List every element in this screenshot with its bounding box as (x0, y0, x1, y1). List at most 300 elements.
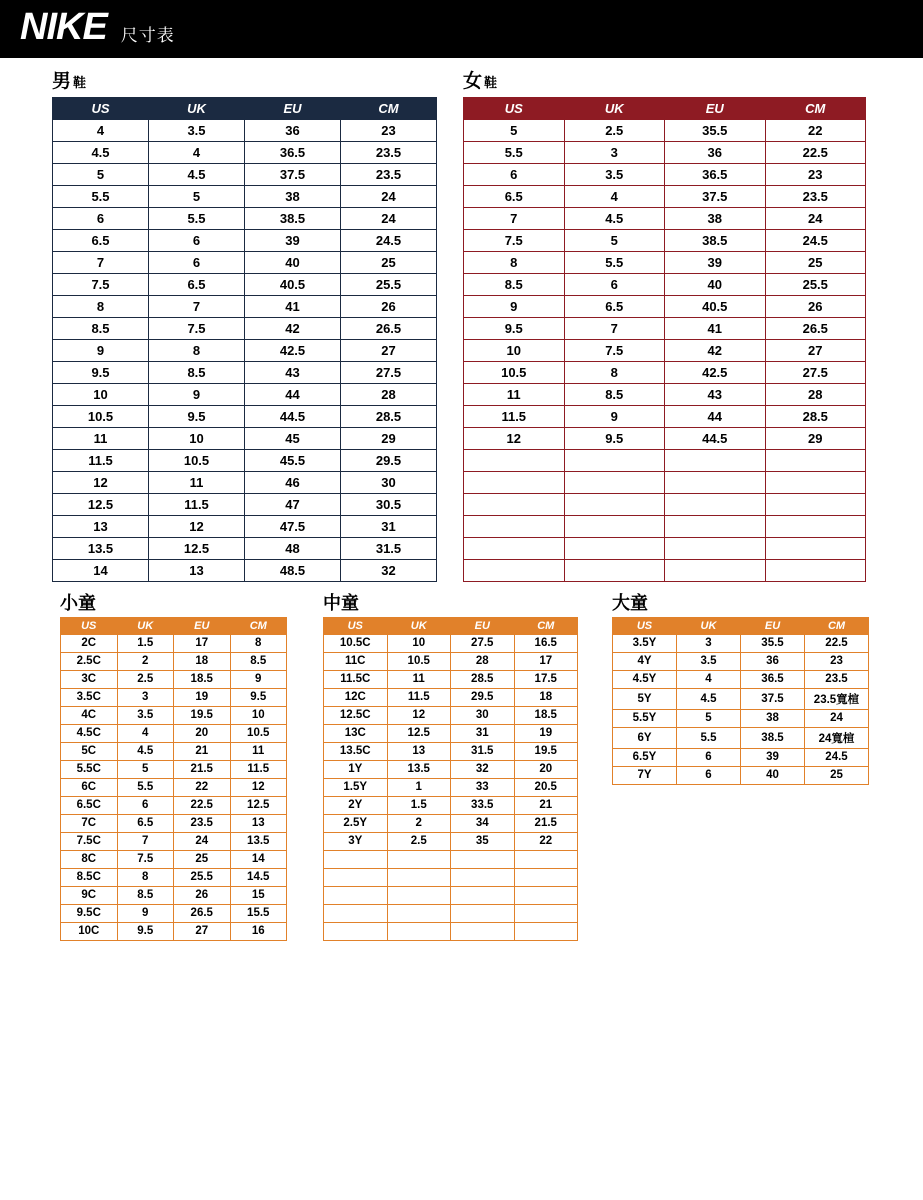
table-cell: 18 (514, 688, 578, 706)
table-cell: 5 (677, 709, 741, 727)
table-cell: 12.5 (230, 796, 287, 814)
table-cell: 3C (61, 670, 118, 688)
column-header-cm: CM (230, 617, 287, 634)
table-cell: 24 (805, 709, 869, 727)
table-cell: 3.5 (117, 706, 174, 724)
table-cell: 6 (564, 273, 665, 295)
table-row (53, 185, 437, 207)
table-cell: 4.5 (149, 163, 245, 185)
table-cell: 28.5 (765, 405, 866, 427)
table-cell: 8 (564, 361, 665, 383)
table-cell: 24 (341, 185, 437, 207)
table-row (61, 850, 287, 868)
table-cell: 46 (245, 471, 341, 493)
table-row (324, 886, 578, 904)
table-cell: 44.5 (245, 405, 341, 427)
womens-size-section (451, 72, 866, 582)
table-cell: 36.5 (665, 163, 766, 185)
table-cell: 27 (174, 922, 231, 940)
table-row (61, 868, 287, 886)
table-cell: 30.5 (341, 493, 437, 515)
table-cell: 43 (245, 361, 341, 383)
table-cell: 42 (665, 339, 766, 361)
kids-tables-row (0, 582, 923, 941)
table-cell: 24 (341, 207, 437, 229)
table-cell: 19.5 (174, 706, 231, 724)
table-cell: 7Y (613, 766, 677, 784)
table-cell (564, 493, 665, 515)
table-cell: 37.5 (741, 688, 805, 709)
table-row (464, 493, 866, 515)
table-cell: 13 (149, 559, 245, 581)
table-row (464, 317, 866, 339)
table-cell: 12 (149, 515, 245, 537)
mid-kids-size-table (323, 617, 578, 941)
table-row (464, 251, 866, 273)
table-cell: 3.5 (564, 163, 665, 185)
table-cell (514, 850, 578, 868)
table-row (53, 405, 437, 427)
table-cell (464, 515, 565, 537)
table-cell: 7.5 (117, 850, 174, 868)
table-row (61, 904, 287, 922)
table-row (61, 742, 287, 760)
table-row (324, 688, 578, 706)
table-cell: 23.5 (805, 670, 869, 688)
table-cell: 5C (61, 742, 118, 760)
table-cell: 38.5 (665, 229, 766, 251)
table-cell: 27.5 (341, 361, 437, 383)
table-row (464, 471, 866, 493)
table-cell: 30 (341, 471, 437, 493)
table-row (61, 832, 287, 850)
mens-title-sub: 鞋 (73, 75, 87, 90)
table-cell: 10 (464, 339, 565, 361)
table-cell: 4C (61, 706, 118, 724)
table-row (464, 427, 866, 449)
table-cell: 4.5 (564, 207, 665, 229)
table-row (464, 405, 866, 427)
table-cell: 6 (677, 748, 741, 766)
table-cell (387, 868, 451, 886)
table-cell: 9.5 (117, 922, 174, 940)
table-cell: 47.5 (245, 515, 341, 537)
table-row (53, 427, 437, 449)
big-kids-size-section (604, 594, 869, 941)
table-row (324, 778, 578, 796)
table-cell: 9 (149, 383, 245, 405)
table-cell: 44.5 (665, 427, 766, 449)
table-cell: 13 (53, 515, 149, 537)
table-cell: 1.5Y (324, 778, 388, 796)
table-cell: 3 (564, 141, 665, 163)
table-cell: 29 (765, 427, 866, 449)
column-header-us: US (61, 617, 118, 634)
column-header-uk: UK (117, 617, 174, 634)
table-cell: 11.5 (53, 449, 149, 471)
table-cell: 42.5 (665, 361, 766, 383)
table-cell: 6.5 (53, 229, 149, 251)
table-cell: 2Y (324, 796, 388, 814)
table-row (53, 361, 437, 383)
column-header-cm: CM (765, 97, 866, 119)
table-cell: 4 (117, 724, 174, 742)
table-cell: 28 (341, 383, 437, 405)
table-cell: 3.5Y (613, 634, 677, 652)
table-cell: 9 (117, 904, 174, 922)
table-cell: 11 (464, 383, 565, 405)
table-cell: 27.5 (451, 634, 515, 652)
table-row (53, 251, 437, 273)
big-kids-size-table (612, 617, 869, 785)
table-cell: 33.5 (451, 796, 515, 814)
table-cell: 41 (665, 317, 766, 339)
table-cell: 48 (245, 537, 341, 559)
table-row (613, 709, 869, 727)
table-cell: 5.5 (149, 207, 245, 229)
table-cell: 27 (341, 339, 437, 361)
table-cell: 36 (741, 652, 805, 670)
table-cell: 7 (149, 295, 245, 317)
table-cell: 8 (230, 634, 287, 652)
table-cell: 10.5 (387, 652, 451, 670)
table-cell: 29.5 (451, 688, 515, 706)
table-cell (464, 449, 565, 471)
table-cell: 11.5 (464, 405, 565, 427)
table-row (53, 493, 437, 515)
table-cell: 6 (53, 207, 149, 229)
table-row (324, 724, 578, 742)
table-cell: 26.5 (341, 317, 437, 339)
table-cell: 9.5 (564, 427, 665, 449)
table-cell: 11.5 (230, 760, 287, 778)
table-cell: 10 (149, 427, 245, 449)
table-cell (765, 471, 866, 493)
table-cell: 5.5 (117, 778, 174, 796)
table-cell: 4.5 (53, 141, 149, 163)
table-cell: 11.5C (324, 670, 388, 688)
table-cell: 5 (117, 760, 174, 778)
table-cell: 13 (230, 814, 287, 832)
table-cell: 8 (464, 251, 565, 273)
table-cell: 2 (387, 814, 451, 832)
table-row (324, 850, 578, 868)
table-cell: 6 (149, 251, 245, 273)
table-cell: 2 (117, 652, 174, 670)
table-row (61, 922, 287, 940)
table-cell: 17.5 (514, 670, 578, 688)
table-cell: 12.5 (387, 724, 451, 742)
table-cell: 4.5Y (613, 670, 677, 688)
table-row (464, 537, 866, 559)
table-cell (665, 471, 766, 493)
column-header-eu: EU (451, 617, 515, 634)
table-cell: 6.5C (61, 796, 118, 814)
table-cell: 17 (174, 634, 231, 652)
table-cell: 12 (387, 706, 451, 724)
table-cell: 7 (53, 251, 149, 273)
table-row (324, 760, 578, 778)
table-cell: 7.5 (464, 229, 565, 251)
table-cell: 1.5 (117, 634, 174, 652)
table-cell: 9 (53, 339, 149, 361)
table-cell: 8C (61, 850, 118, 868)
table-cell: 36 (665, 141, 766, 163)
table-cell: 40 (665, 273, 766, 295)
table-row (324, 922, 578, 940)
table-cell: 24 (765, 207, 866, 229)
table-row (324, 868, 578, 886)
table-cell: 8 (149, 339, 245, 361)
table-cell: 40 (741, 766, 805, 784)
table-cell (765, 559, 866, 581)
table-cell (464, 493, 565, 515)
table-cell (665, 449, 766, 471)
table-cell: 15 (230, 886, 287, 904)
table-cell: 9 (464, 295, 565, 317)
table-cell: 26.5 (765, 317, 866, 339)
table-cell: 21.5 (514, 814, 578, 832)
table-cell: 2.5Y (324, 814, 388, 832)
table-cell (514, 922, 578, 940)
table-row (61, 670, 287, 688)
table-cell (765, 493, 866, 515)
table-cell: 37.5 (665, 185, 766, 207)
table-cell: 5.5 (464, 141, 565, 163)
table-cell (665, 537, 766, 559)
table-cell: 19.5 (514, 742, 578, 760)
table-cell: 25 (174, 850, 231, 868)
table-cell: 7 (117, 832, 174, 850)
table-row (324, 904, 578, 922)
table-cell: 31 (451, 724, 515, 742)
table-cell (324, 904, 388, 922)
table-cell (451, 904, 515, 922)
table-cell: 23 (341, 119, 437, 141)
table-cell (765, 537, 866, 559)
table-header-row (61, 617, 287, 634)
table-cell: 19 (514, 724, 578, 742)
table-cell: 5.5Y (613, 709, 677, 727)
table-cell: 31 (341, 515, 437, 537)
table-cell: 26 (765, 295, 866, 317)
table-row (61, 814, 287, 832)
table-cell: 28 (451, 652, 515, 670)
table-cell: 25 (805, 766, 869, 784)
table-cell: 43 (665, 383, 766, 405)
table-cell: 13.5C (324, 742, 388, 760)
table-row (61, 688, 287, 706)
table-cell: 4 (53, 119, 149, 141)
table-row (324, 706, 578, 724)
table-cell (451, 922, 515, 940)
table-cell: 8.5C (61, 868, 118, 886)
table-cell: 23 (805, 652, 869, 670)
table-cell: 22 (174, 778, 231, 796)
mens-section-title (52, 72, 437, 93)
table-cell: 14.5 (230, 868, 287, 886)
table-cell: 10.5 (149, 449, 245, 471)
table-cell: 4.5 (117, 742, 174, 760)
table-cell: 42.5 (245, 339, 341, 361)
big-kids-section-title: 大童 (612, 592, 648, 613)
table-cell: 23.5 (765, 185, 866, 207)
table-row (53, 207, 437, 229)
table-cell: 6.5 (117, 814, 174, 832)
table-cell: 33 (451, 778, 515, 796)
table-row (61, 886, 287, 904)
table-cell: 23.5 (341, 163, 437, 185)
table-row (53, 295, 437, 317)
table-cell: 28 (765, 383, 866, 405)
table-cell: 12C (324, 688, 388, 706)
table-cell: 5.5C (61, 760, 118, 778)
table-cell: 18 (174, 652, 231, 670)
table-cell: 13C (324, 724, 388, 742)
table-row (324, 670, 578, 688)
table-cell (765, 515, 866, 537)
table-cell: 2C (61, 634, 118, 652)
column-header-uk: UK (149, 97, 245, 119)
table-row (464, 273, 866, 295)
table-cell: 25.5 (174, 868, 231, 886)
table-row (61, 778, 287, 796)
table-cell: 14 (53, 559, 149, 581)
table-cell (387, 922, 451, 940)
table-row (61, 760, 287, 778)
table-cell: 12 (464, 427, 565, 449)
table-cell: 11 (230, 742, 287, 760)
table-cell: 21 (514, 796, 578, 814)
column-header-eu: EU (245, 97, 341, 119)
table-row (464, 141, 866, 163)
table-cell: 10.5C (324, 634, 388, 652)
table-row (61, 634, 287, 652)
table-header-row (324, 617, 578, 634)
table-cell (451, 850, 515, 868)
table-row (613, 670, 869, 688)
table-row (324, 742, 578, 760)
table-cell (464, 559, 565, 581)
table-row (53, 537, 437, 559)
mens-size-table (52, 97, 437, 582)
table-cell: 6 (464, 163, 565, 185)
table-cell (514, 868, 578, 886)
table-row (61, 706, 287, 724)
table-cell: 12.5 (53, 493, 149, 515)
table-cell: 29.5 (341, 449, 437, 471)
table-cell: 9C (61, 886, 118, 904)
table-cell: 18.5 (174, 670, 231, 688)
small-kids-size-section (22, 594, 287, 941)
table-row (53, 229, 437, 251)
column-header-uk: UK (564, 97, 665, 119)
table-cell: 14 (230, 850, 287, 868)
table-cell: 18.5 (514, 706, 578, 724)
table-cell: 38.5 (741, 727, 805, 748)
table-row (613, 727, 869, 748)
table-cell: 26 (341, 295, 437, 317)
table-cell (665, 559, 766, 581)
table-cell: 10 (230, 706, 287, 724)
table-cell: 21 (174, 742, 231, 760)
table-cell: 20 (514, 760, 578, 778)
table-cell: 4Y (613, 652, 677, 670)
table-cell: 40.5 (665, 295, 766, 317)
column-header-us: US (324, 617, 388, 634)
table-cell: 20.5 (514, 778, 578, 796)
table-cell: 45 (245, 427, 341, 449)
table-cell: 22 (765, 119, 866, 141)
table-cell: 10.5 (230, 724, 287, 742)
table-cell: 11 (387, 670, 451, 688)
table-cell: 11 (53, 427, 149, 449)
mens-title-main: 男 (52, 71, 72, 92)
table-cell: 7.5 (53, 273, 149, 295)
table-cell (765, 449, 866, 471)
table-row (464, 207, 866, 229)
table-cell: 22.5 (805, 634, 869, 652)
table-cell: 36.5 (245, 141, 341, 163)
table-cell: 8.5 (117, 886, 174, 904)
table-cell (514, 904, 578, 922)
womens-title-sub: 鞋 (484, 75, 498, 90)
table-cell: 8.5 (464, 273, 565, 295)
table-cell: 38.5 (245, 207, 341, 229)
table-cell (387, 886, 451, 904)
mid-kids-size-section (313, 594, 578, 941)
table-cell (564, 471, 665, 493)
table-cell (387, 850, 451, 868)
table-cell: 25 (341, 251, 437, 273)
small-kids-size-table (60, 617, 287, 941)
table-cell: 6.5 (564, 295, 665, 317)
mens-table-body (53, 119, 437, 581)
table-cell: 36.5 (741, 670, 805, 688)
table-cell (324, 922, 388, 940)
table-cell: 23.5寬楦 (805, 688, 869, 709)
table-cell: 38 (245, 185, 341, 207)
table-row (324, 652, 578, 670)
table-cell: 42 (245, 317, 341, 339)
table-cell: 20 (174, 724, 231, 742)
table-cell (451, 868, 515, 886)
table-cell: 11.5 (149, 493, 245, 515)
table-cell: 5.5 (53, 185, 149, 207)
table-cell: 6.5 (464, 185, 565, 207)
table-cell: 13.5 (387, 760, 451, 778)
table-cell: 10 (387, 634, 451, 652)
table-cell: 7 (464, 207, 565, 229)
table-cell: 25.5 (765, 273, 866, 295)
table-cell: 8 (53, 295, 149, 317)
table-row (613, 634, 869, 652)
table-cell: 11 (149, 471, 245, 493)
table-cell: 8 (117, 868, 174, 886)
table-cell: 5 (464, 119, 565, 141)
column-header-eu: EU (741, 617, 805, 634)
table-cell: 21.5 (174, 760, 231, 778)
table-cell: 2.5C (61, 652, 118, 670)
table-cell: 1Y (324, 760, 388, 778)
table-cell: 40.5 (245, 273, 341, 295)
table-cell: 8.5 (53, 317, 149, 339)
table-cell: 7.5 (564, 339, 665, 361)
table-cell: 3.5 (677, 652, 741, 670)
table-cell: 10C (61, 922, 118, 940)
table-cell: 47 (245, 493, 341, 515)
table-cell: 17 (514, 652, 578, 670)
